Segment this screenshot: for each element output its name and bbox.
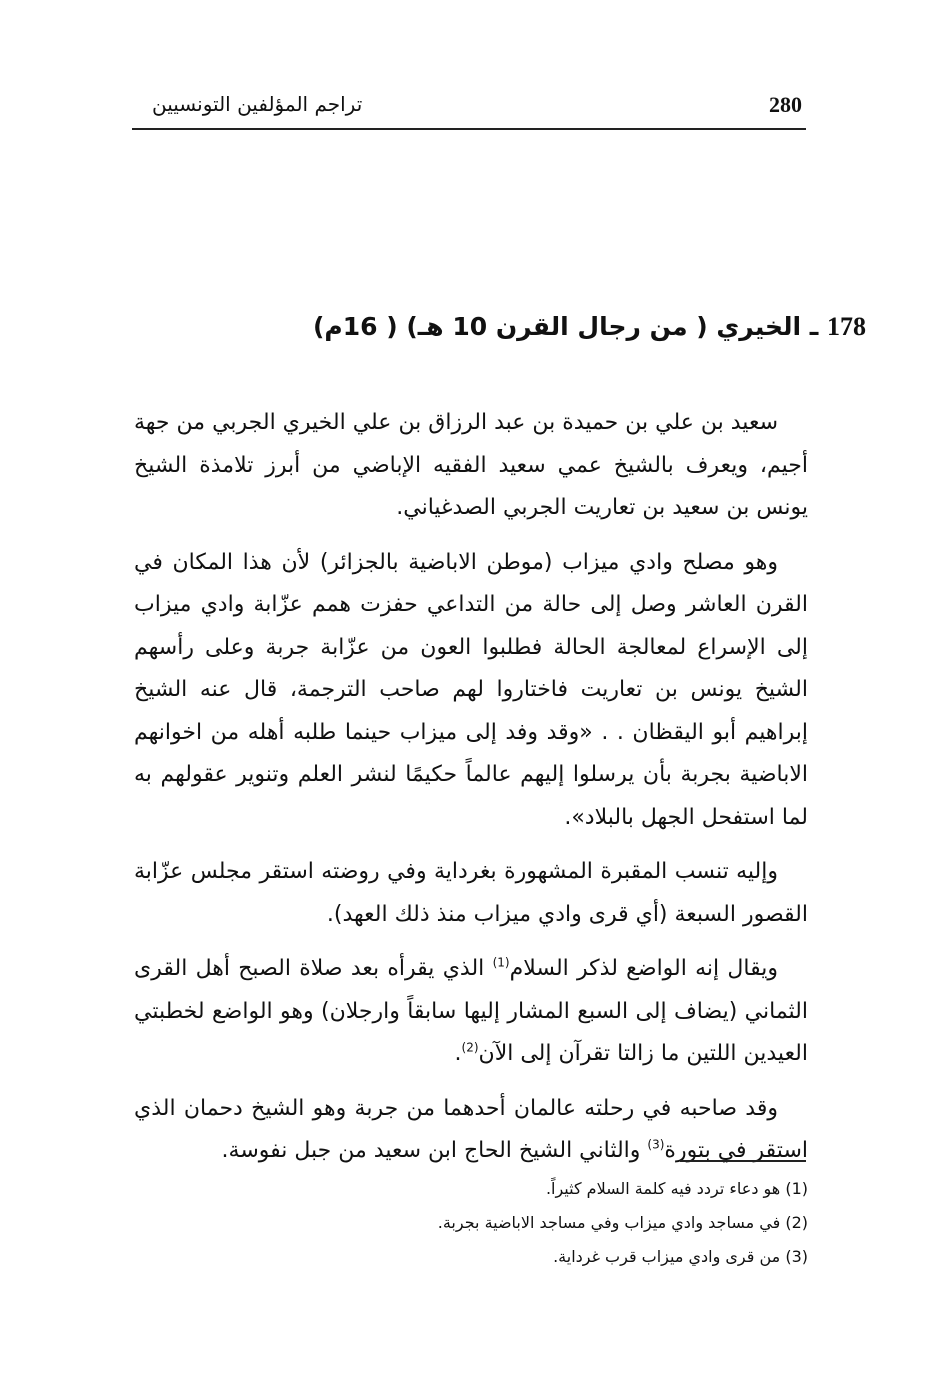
footnote-ref-3: (3) [647, 1137, 665, 1152]
paragraph-5-text-1: وقد صاحبه في رحلته عالمان أحدهما من جربة وهو الشيخ دحمان الذي استقر في بتورة [134, 1095, 808, 1163]
paragraph-4 [134, 948, 808, 1076]
footnote-divider [680, 1160, 806, 1162]
paragraph-1: سعيد بن علي بن حميدة بن عبد الرزاق بن علي الخيري الجربي من جهة أجيم، ويعرف بالشيخ عمي سعيد الفقيه الإباضي من أبرز تلامذة الشيخ يونس بن سعيد بن تعاريت الجربي الصدغياني. [134, 410, 808, 520]
page-number: 280 [769, 92, 802, 117]
paragraph-3: وإليه تنسب المقبرة المشهورة بغرداية وفي روضته استقر مجلس عزّابة القصور السبعة (أي قرى وادي ميزاب منذ ذلك العهد). [134, 859, 808, 927]
paragraph-4-text-1: ويقال إنه الواضع لذكر السلام [509, 956, 778, 981]
footnote-3: (3) من قرى وادي ميزاب قرب غرداية. [553, 1247, 808, 1266]
paragraph-4-text-2: الذي يقرأه بعد صلاة الصبح أهل القرى الثماني (يضاف إلى السبع المشار إليها سابقاً وارجلان) وهو الواضع لخطبتي العيدين اللتين ما زالتا تقرآن إلى الآن [134, 956, 808, 1066]
paragraph-4-text-3: . [454, 1041, 462, 1066]
running-header [132, 88, 806, 130]
paragraph-5-text-2: والثاني الشيخ الحاج ابن سعيد من جبل نفوسة. [221, 1138, 648, 1163]
entry-body [134, 402, 808, 1185]
footnote-ref-1: (1) [492, 955, 510, 970]
footnote-1: (1) هو دعاء تردد فيه كلمة السلام كثيراً. [545, 1179, 808, 1198]
entry-heading [146, 312, 866, 342]
entry-number: 178 [827, 312, 866, 341]
entry-title: ـ الخيري ( من رجال القرن 10 هـ) ( 16م) [312, 312, 819, 341]
running-title: تراجم المؤلفين التونسيين [152, 92, 363, 116]
footnotes [134, 1172, 808, 1274]
paragraph-2: وهو مصلح وادي ميزاب (موطن الاباضية بالجزائر) لأن هذا المكان في القرن العاشر وصل إلى حالة من التداعي حفزت همم عزّابة وادي ميزاب إلى الإسراع لمعالجة الحالة فطلبوا العون من عزّابة جربة وعلى رأسهم الشيخ يونس بن تعاريت فاختاروا لهم صاحب الترجمة، قال عنه الشيخ إبراهيم أبو اليقظان . . «وقد وفد إلى ميزاب حينما طلبه أهله من اخوانهم الاباضية بجربة بأن يرسلوا إليهم عالماً حكيمًا لنشر العلم وتنوير عقولهم به لما استفحل الجهل بالبلاد». [134, 549, 808, 830]
footnote-ref-2: (2) [461, 1040, 479, 1055]
footnote-2: (2) في مساجد وادي ميزاب وفي مساجد الاباضية بجربة. [437, 1213, 808, 1232]
